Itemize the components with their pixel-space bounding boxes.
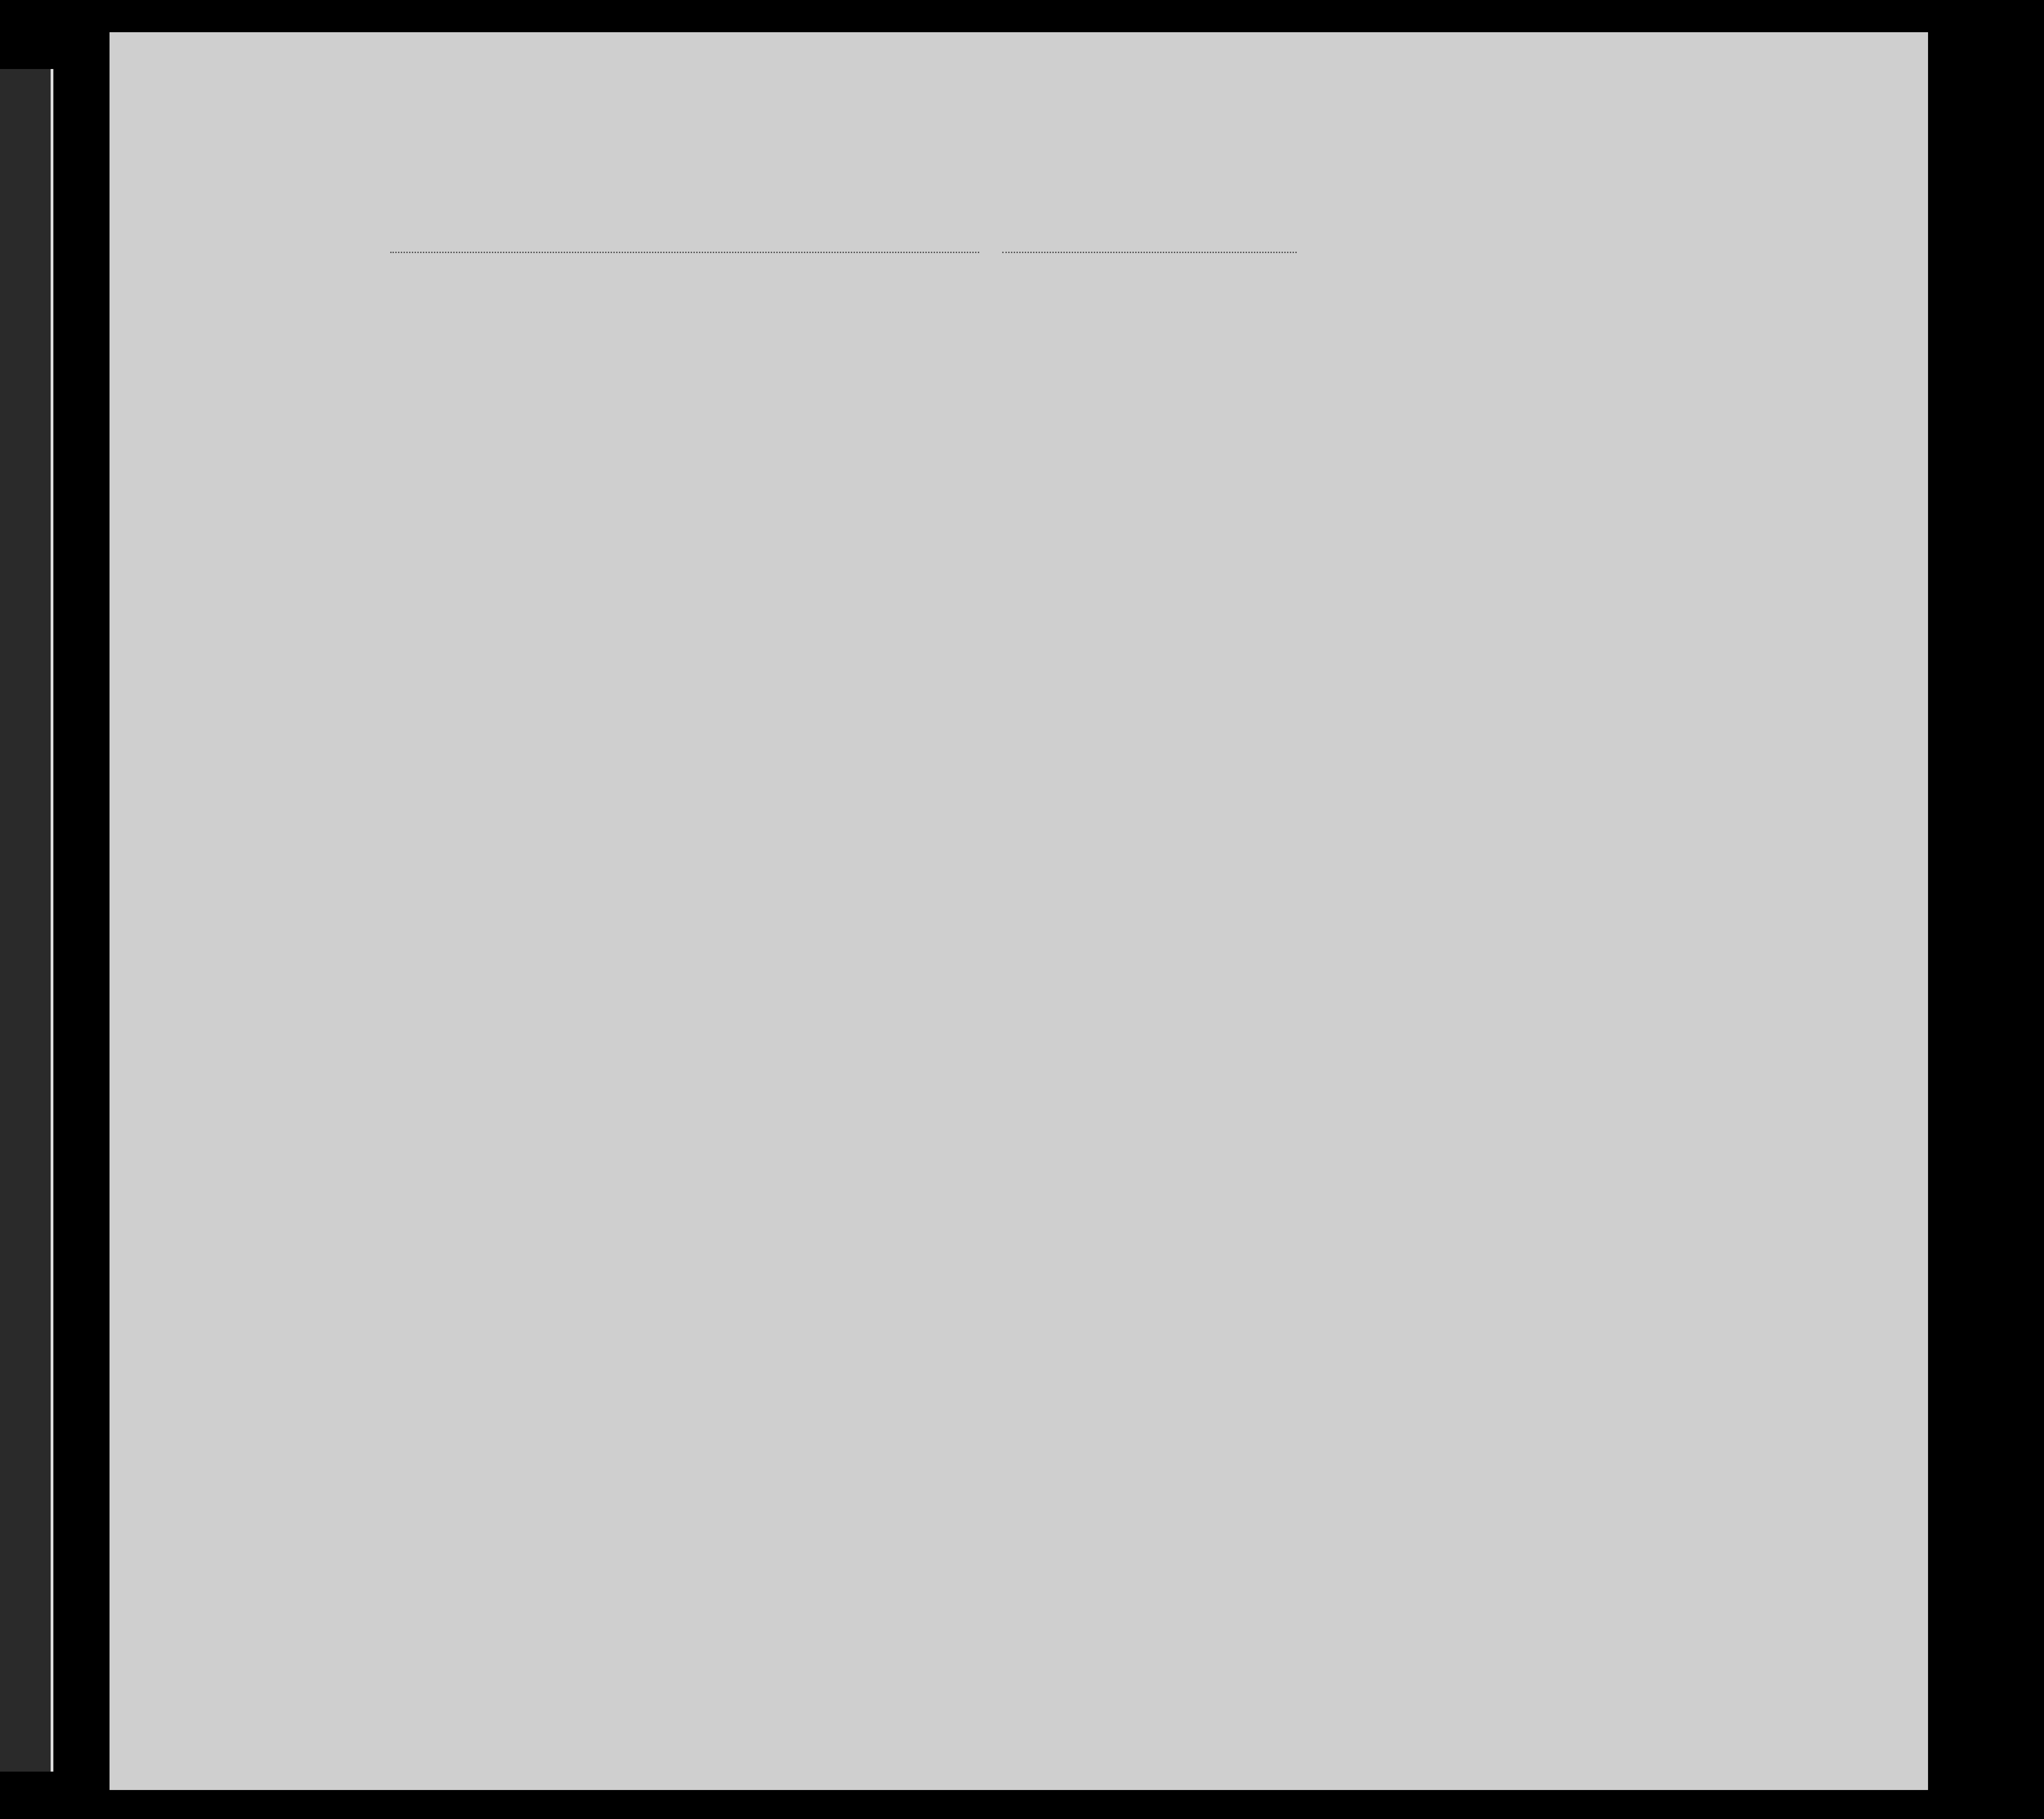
- binder-edge: [0, 69, 53, 1772]
- manifest-sheet: [110, 32, 1928, 1790]
- manifest-grid: [110, 32, 1928, 1790]
